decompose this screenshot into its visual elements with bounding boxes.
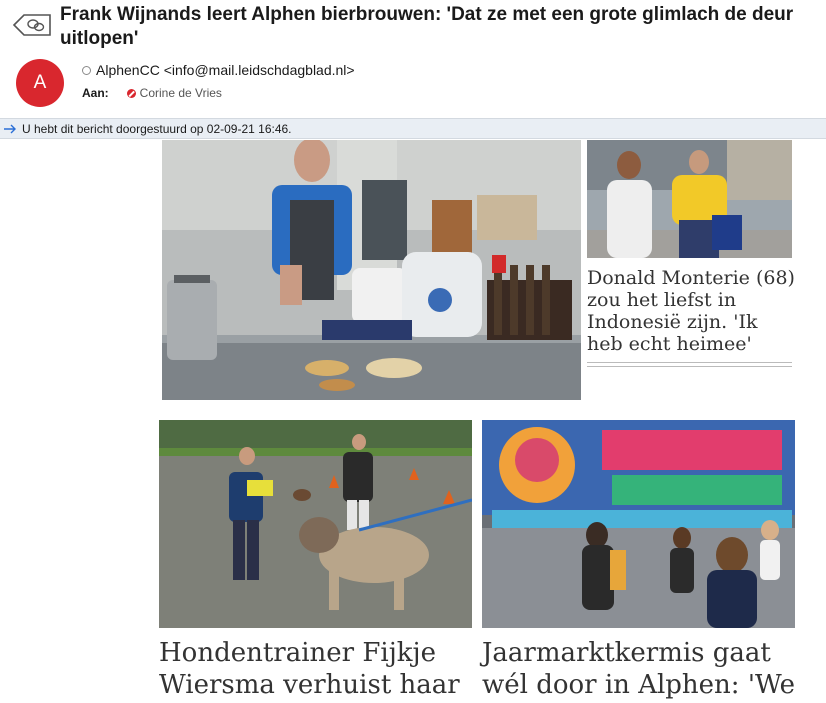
forwarded-notice-text: U hebt dit bericht doorgestuurd op 02-09-21 16:46. (22, 121, 292, 136)
forwarded-notice-bar (0, 118, 826, 139)
blocked-icon (127, 89, 136, 98)
to-label: Aan: (82, 86, 109, 100)
side-divider-1 (587, 362, 792, 363)
status-dot-icon (82, 66, 91, 75)
article-image-couple[interactable] (587, 140, 792, 258)
sender-row (82, 62, 355, 78)
article-image-brewer[interactable] (162, 140, 581, 400)
side-divider-2 (587, 366, 792, 367)
left-article-headline[interactable]: Hondentrainer Fijkje Wiersma verhuist haar (159, 638, 460, 700)
forward-arrow-icon (3, 124, 17, 134)
email-subject: Frank Wijnands leert Alphen bierbrouwen: 'Dat ze met een grote glimlach de deur uitlopen' (60, 4, 794, 49)
right-article-headline[interactable]: Jaarmarktkermis gaat wél door in Alphen: 'We (482, 638, 795, 700)
article-image-dog-trainer[interactable] (159, 420, 472, 628)
recipient-row (82, 86, 222, 100)
reply-back-icon[interactable] (12, 12, 52, 38)
sender-address[interactable]: AlphenCC <info@mail.leidschdagblad.nl> (96, 62, 355, 78)
side-article-headline[interactable]: Donald Monterie (68) zou het liefst in Indonesië zijn. 'Ik heb echt heimee' (587, 267, 795, 355)
email-header (0, 0, 826, 118)
sender-avatar: A (16, 59, 64, 107)
recipient-name[interactable]: Corine de Vries (139, 86, 222, 100)
article-image-fair[interactable] (482, 420, 795, 628)
